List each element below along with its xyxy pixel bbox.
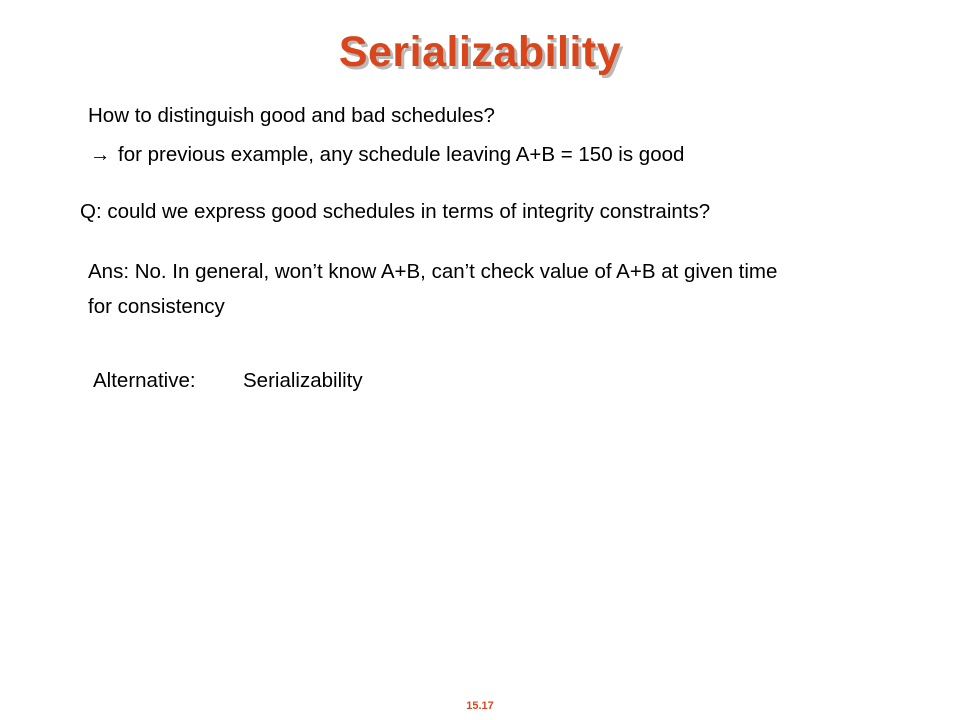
arrow-point-line (90, 145, 684, 166)
page-number: 15.17 (466, 700, 494, 712)
alternative-line (93, 371, 363, 392)
alternative-label: Alternative: (93, 369, 196, 392)
alternative-value: Serializability (243, 369, 363, 392)
slide-title: Serializability (338, 28, 622, 76)
answer-line-2: for consistency (88, 295, 225, 318)
arrow-point-text: for previous example, any schedule leaving A+B = 150 is good (118, 143, 685, 166)
arrow-right-icon: → (90, 143, 111, 166)
q-line: Q: could we express good schedules in terms of integrity constraints? (80, 200, 711, 223)
answer-line-1: Ans: No. In general, won’t know A+B, can’t check value of A+B at given time (88, 260, 778, 283)
question-line: How to distinguish good and bad schedules? (88, 104, 495, 127)
